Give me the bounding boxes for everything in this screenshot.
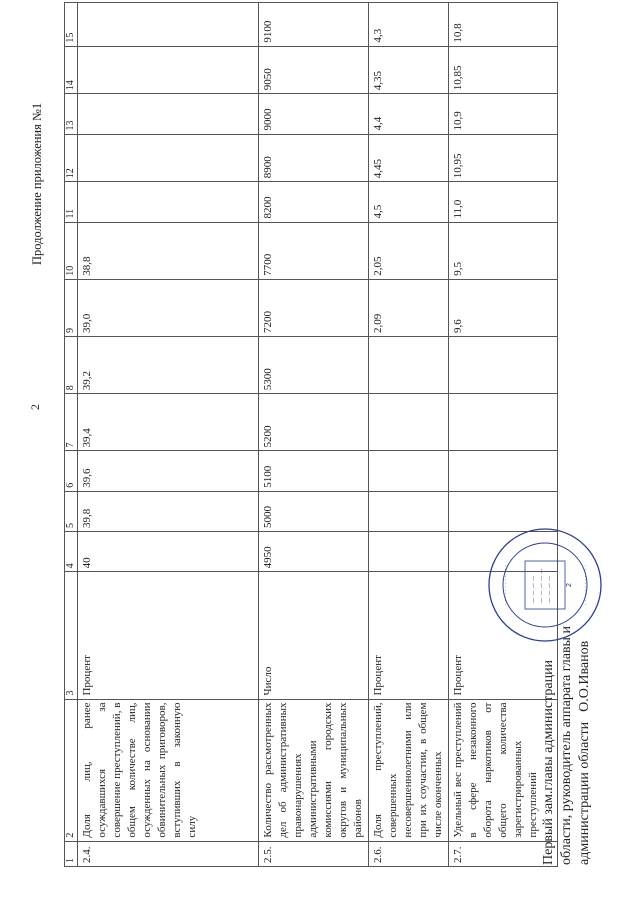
value-cell — [78, 94, 259, 134]
value-cell: 10,8 — [449, 3, 558, 47]
signature-line-3 — [576, 305, 594, 865]
svg-text:· · · · · · · · · · · ·: · · · · · · · · · · · · — [503, 564, 509, 606]
value-cell: 5100 — [259, 451, 369, 491]
col-number: 8 — [65, 337, 78, 394]
value-cell: 38,8 — [78, 222, 259, 279]
value-cell — [78, 182, 259, 222]
value-cell: 10,9 — [449, 94, 558, 134]
svg-text:— — — — —: — — — — — — [539, 568, 545, 603]
value-cell — [369, 532, 449, 572]
value-cell: 9,5 — [449, 222, 558, 279]
row-number: 2.6. — [369, 841, 449, 866]
indicators-table — [64, 2, 558, 867]
page-number: 2 — [28, 404, 42, 410]
value-cell: 5000 — [259, 491, 369, 531]
value-cell — [369, 491, 449, 531]
value-cell: 10,95 — [449, 134, 558, 182]
value-cell — [78, 46, 259, 94]
col-number: 11 — [65, 182, 78, 222]
indicator-description: Количество рассмотренных дел об административных правонарушениях административными комиссиями городских округов и муниципальных районов — [259, 699, 369, 841]
value-cell: 4,4 — [369, 94, 449, 134]
signature-block — [540, 305, 594, 865]
continuation-caption: Продолжение приложения №1 — [30, 102, 44, 265]
col-number: 1 — [65, 841, 78, 866]
col-number: 9 — [65, 279, 78, 336]
value-cell: 5200 — [259, 394, 369, 451]
value-cell: 39,0 — [78, 279, 259, 336]
row-number: 2.4. — [78, 841, 259, 866]
value-cell: 39,4 — [78, 394, 259, 451]
value-cell: 9,6 — [449, 279, 558, 336]
signature-line-2: области, руководитель аппарата главы и — [559, 626, 574, 865]
col-number: 2 — [65, 699, 78, 841]
indicator-description: Доля лиц, ранее осуждавшихся за совершение преступлений, в общем количестве лиц, осужденных на основании обвинительных приговоров, вступивших в законную силу — [78, 699, 259, 841]
value-cell: 10,85 — [449, 46, 558, 94]
value-cell: 8900 — [259, 134, 369, 182]
col-number: 15 — [65, 3, 78, 47]
value-cell: 40 — [78, 532, 259, 572]
value-cell: 8200 — [259, 182, 369, 222]
unit-cell: Процент — [78, 572, 259, 699]
column-number-row — [65, 3, 78, 867]
stamp-number: 2 — [565, 582, 573, 588]
col-number: 3 — [65, 572, 78, 699]
value-cell: 4,3 — [369, 3, 449, 47]
signature-line-1: Первый зам.главы администрации — [541, 659, 556, 865]
indicator-description: Доля преступлений, совершенных несовершеннолетними или при их соучастии, в общем числе оконченных — [369, 699, 449, 841]
value-cell: 9000 — [259, 94, 369, 134]
value-cell — [78, 134, 259, 182]
col-number: 6 — [65, 451, 78, 491]
value-cell: 4,45 — [369, 134, 449, 182]
table-row — [369, 3, 449, 867]
value-cell — [78, 3, 259, 47]
svg-text:— — —: — — — — [555, 583, 561, 603]
col-number: 5 — [65, 491, 78, 531]
value-cell: 4,5 — [369, 182, 449, 222]
col-number: 13 — [65, 94, 78, 134]
value-cell: 9100 — [259, 3, 369, 47]
value-cell: 7200 — [259, 279, 369, 336]
signatory-name: О.О.Иванов — [577, 640, 592, 712]
col-number: 12 — [65, 134, 78, 182]
row-number: 2.7. — [449, 841, 558, 866]
col-number: 4 — [65, 532, 78, 572]
unit-cell: Процент — [369, 572, 449, 699]
value-cell: 9050 — [259, 46, 369, 94]
value-cell: 4950 — [259, 532, 369, 572]
value-cell — [369, 451, 449, 491]
unit-cell: Число — [259, 572, 369, 699]
value-cell: 11,0 — [449, 182, 558, 222]
signature-position: администрации области — [577, 721, 592, 865]
value-cell — [369, 394, 449, 451]
value-cell: 2,05 — [369, 222, 449, 279]
indicator-description: Удельный вес преступлений в сфере незаконного оборота наркотиков от общего количества зарегистрированных преступлений — [449, 699, 558, 841]
value-cell: 4,35 — [369, 46, 449, 94]
svg-text:— — — —: — — — — — [531, 575, 537, 603]
unit-cell: Процент — [449, 572, 558, 699]
table-row — [78, 3, 259, 867]
value-cell: 5300 — [259, 337, 369, 394]
value-cell: 39,6 — [78, 451, 259, 491]
col-number: 14 — [65, 46, 78, 94]
value-cell: 39,2 — [78, 337, 259, 394]
value-cell: 39,8 — [78, 491, 259, 531]
svg-text:· · · · · · · · · · · ·: · · · · · · · · · · · · — [583, 564, 589, 606]
value-cell: 7700 — [259, 222, 369, 279]
table-row — [259, 3, 369, 867]
col-number: 7 — [65, 394, 78, 451]
col-number: 10 — [65, 222, 78, 279]
row-number: 2.5. — [259, 841, 369, 866]
value-cell — [369, 337, 449, 394]
svg-text:— — — —: — — — — — [547, 575, 553, 603]
value-cell: 2,09 — [369, 279, 449, 336]
